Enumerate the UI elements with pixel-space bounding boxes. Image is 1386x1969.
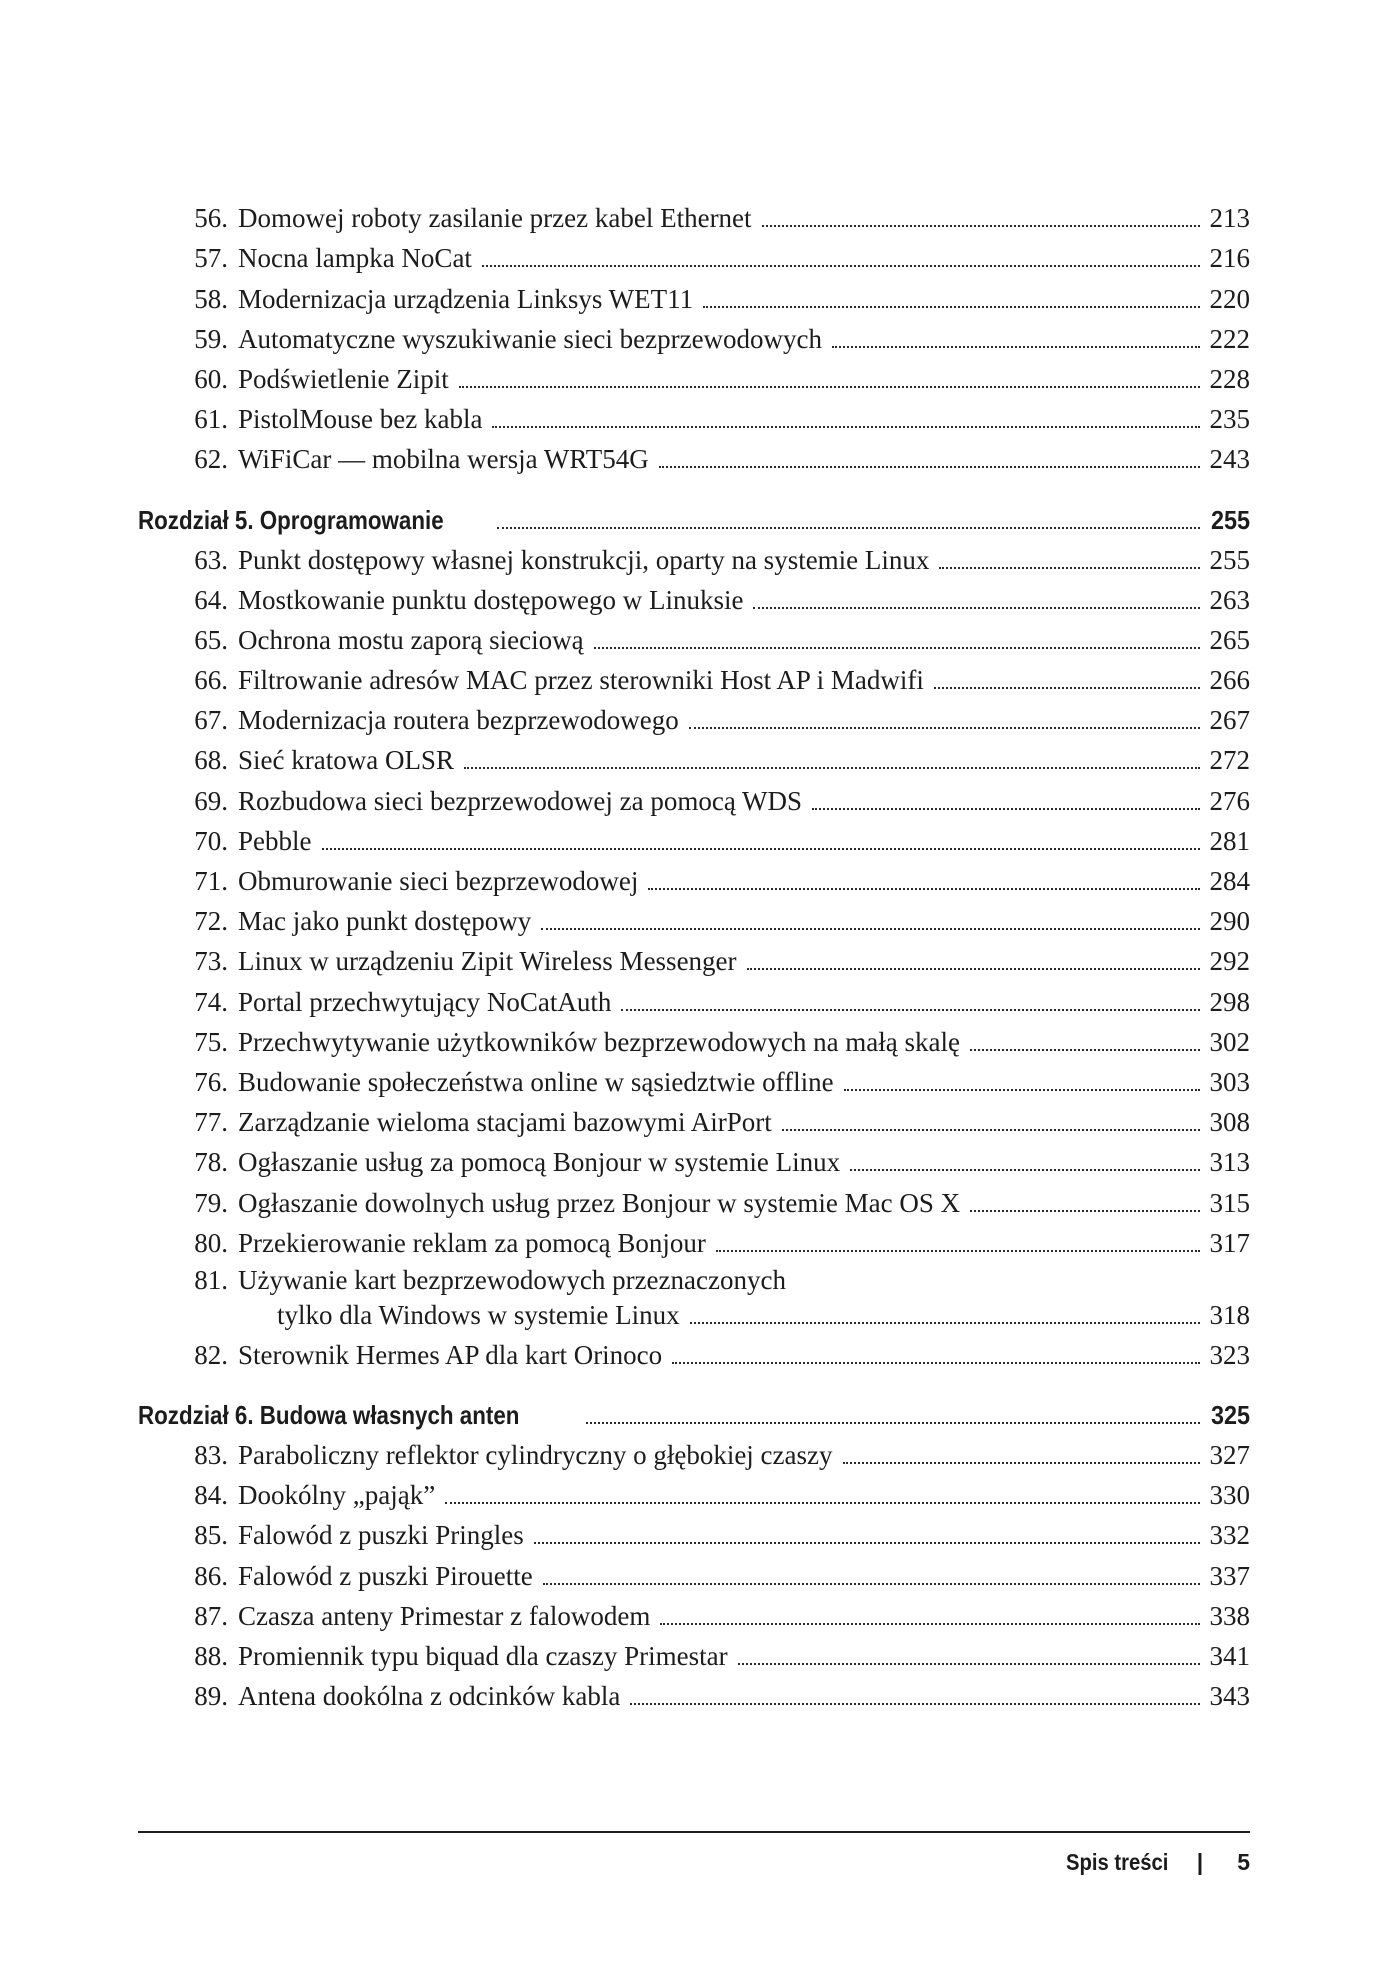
- entry-number: 70.: [194, 825, 228, 856]
- dot-leader: [659, 466, 1200, 468]
- entry-page-number: 315: [1209, 1187, 1250, 1218]
- chapter-page-number: 255: [1210, 504, 1250, 535]
- dot-leader: [672, 1362, 1200, 1364]
- dot-leader: [322, 848, 1201, 850]
- entry-title-continued: tylko dla Windows w systemie Linux: [277, 1299, 680, 1330]
- entry-page-number: 263: [1209, 584, 1250, 615]
- entry-page-number: 292: [1209, 946, 1250, 977]
- dot-leader: [738, 1663, 1200, 1665]
- dot-leader: [762, 225, 1200, 227]
- dot-leader: [939, 567, 1200, 569]
- entry-number: 65.: [194, 624, 228, 655]
- entry-page-number: 284: [1209, 866, 1250, 896]
- toc-entry-row[interactable]: [138, 1432, 1250, 1472]
- entry-number: 66.: [194, 665, 228, 696]
- entry-page-number: 327: [1209, 1440, 1250, 1471]
- entry-page-number: 216: [1209, 243, 1250, 274]
- entry-title: Domowej roboty zasilanie przez kabel Ethernet: [238, 203, 752, 234]
- entry-title: Ogłaszanie dowolnych usług przez Bonjour w systemie Mac OS X: [238, 1187, 961, 1218]
- chapter-page-number: 325: [1210, 1400, 1250, 1431]
- toc-entry-row[interactable]: [138, 356, 1250, 396]
- entry-page-number: 308: [1209, 1107, 1250, 1138]
- entry-title: Pebble: [238, 825, 312, 856]
- dot-leader: [703, 306, 1200, 308]
- toc-chapter-row[interactable]: [138, 1392, 1250, 1432]
- entry-title: Mostkowanie punktu dostępowego w Linuksie: [238, 584, 744, 615]
- entry-title: Filtrowanie adresów MAC przez sterowniki Host AP i Madwifi: [238, 665, 924, 696]
- entry-title: Sterownik Hermes AP dla kart Orinoco: [238, 1339, 663, 1370]
- entry-page-number: 255: [1209, 544, 1250, 575]
- toc-entry-row[interactable]: [138, 1472, 1250, 1512]
- entry-title: Modernizacja urządzenia Linksys WET11: [238, 283, 694, 314]
- entry-number: 76.: [194, 1066, 228, 1097]
- entry-title: Rozbudowa sieci bezprzewodowej za pomocą WDS: [238, 785, 803, 816]
- footer-page-number: 5: [1237, 1849, 1250, 1875]
- entry-title: Używanie kart bezprzewodowych przeznaczonych: [238, 1264, 786, 1295]
- dot-leader: [594, 647, 1200, 649]
- toc-entry-row[interactable]: [138, 1593, 1250, 1633]
- entry-title: Ogłaszanie usług za pomocą Bonjour w systemie Linux: [238, 1147, 841, 1178]
- toc-entry-row[interactable]: [138, 396, 1250, 436]
- footer-separator: |: [1196, 1849, 1204, 1875]
- entry-number: 71.: [194, 866, 228, 896]
- dot-leader: [753, 607, 1200, 609]
- toc-entry-row[interactable]: [138, 1220, 1250, 1260]
- entry-number: 75.: [194, 1026, 228, 1057]
- entry-title: PistolMouse bez kabla: [238, 404, 483, 435]
- dot-leader: [844, 1089, 1200, 1091]
- dot-leader: [970, 1049, 1200, 1051]
- dot-leader: [689, 727, 1200, 729]
- entry-title: Przekierowanie reklam za pomocą Bonjour: [238, 1227, 706, 1258]
- toc-entry-row[interactable]: [138, 1179, 1250, 1219]
- entry-title: Punkt dostępowy własnej konstrukcji, oparty na systemie Linux: [238, 544, 930, 575]
- chapter-title: Rozdział 6. Budowa własnych anten: [138, 1400, 520, 1431]
- entry-number: 58.: [194, 283, 228, 314]
- toc-entry-row[interactable]: [138, 275, 1250, 315]
- entry-number: 78.: [194, 1147, 228, 1178]
- entry-page-number: 337: [1209, 1560, 1250, 1591]
- entry-number: 81.: [194, 1264, 228, 1295]
- dot-leader: [690, 1322, 1200, 1324]
- entry-page-number: 323: [1209, 1339, 1250, 1370]
- toc-entry-row[interactable]: [138, 1019, 1250, 1059]
- toc-entry-row[interactable]: [138, 818, 1250, 858]
- entry-number: 69.: [194, 785, 228, 816]
- entry-page-number: 243: [1209, 444, 1250, 475]
- entry-title: Podświetlenie Zipit: [238, 363, 449, 394]
- entry-page-number: 313: [1209, 1147, 1250, 1178]
- entry-number: 89.: [194, 1681, 228, 1712]
- entry-title: Mac jako punkt dostępowy: [238, 906, 532, 937]
- entry-title: WiFiCar — mobilna wersja WRT54G: [238, 444, 649, 475]
- toc-entry-row[interactable]: [138, 898, 1250, 938]
- toc-entry-row[interactable]: [138, 617, 1250, 657]
- toc-entry-row[interactable]: [138, 978, 1250, 1018]
- table-of-contents: [138, 195, 1250, 1713]
- dot-leader: [497, 527, 1200, 529]
- dot-leader: [660, 1623, 1200, 1625]
- entry-title: Portal przechwytujący NoCatAuth: [238, 986, 612, 1017]
- footer-section-title: Spis treści: [1066, 1849, 1169, 1875]
- entry-number: 60.: [194, 363, 228, 394]
- entry-number: 82.: [194, 1339, 228, 1370]
- toc-entry-row[interactable]: [138, 697, 1250, 737]
- entry-page-number: 267: [1209, 705, 1250, 736]
- dot-leader: [648, 888, 1200, 890]
- entry-number: 64.: [194, 584, 228, 615]
- toc-entry-row[interactable]: [138, 657, 1250, 697]
- entry-number: 80.: [194, 1227, 228, 1258]
- entry-number: 85.: [194, 1520, 228, 1551]
- dot-leader: [534, 1542, 1200, 1544]
- dot-leader: [492, 426, 1200, 428]
- entry-page-number: 317: [1209, 1227, 1250, 1258]
- dot-leader: [843, 1462, 1200, 1464]
- dot-leader: [832, 346, 1200, 348]
- entry-number: 88.: [194, 1641, 228, 1671]
- entry-number: 59.: [194, 323, 228, 354]
- dot-leader: [850, 1169, 1200, 1171]
- entry-page-number: 235: [1209, 404, 1250, 435]
- entry-page-number: 303: [1209, 1066, 1250, 1097]
- dot-leader: [482, 265, 1200, 267]
- entry-title: Falowód z puszki Pringles: [238, 1520, 524, 1551]
- entry-number: 73.: [194, 946, 228, 977]
- entry-title: Modernizacja routera bezprzewodowego: [238, 705, 679, 736]
- toc-entry-row[interactable]: [138, 737, 1250, 777]
- entry-page-number: 265: [1209, 624, 1250, 655]
- dot-leader: [812, 808, 1200, 810]
- entry-number: 68.: [194, 745, 228, 776]
- toc-entry-row[interactable]: [138, 316, 1250, 356]
- entry-title: Paraboliczny reflektor cylindryczny o głębokiej czaszy: [238, 1440, 833, 1471]
- toc-entry-row[interactable]: [138, 1512, 1250, 1552]
- entry-title: Obmurowanie sieci bezprzewodowej: [238, 866, 639, 896]
- dot-leader: [782, 1129, 1200, 1131]
- entry-title: Przechwytywanie użytkowników bezprzewodowych na małą skalę: [238, 1026, 960, 1057]
- chapter-title: Rozdział 5. Oprogramowanie: [138, 504, 444, 535]
- entry-number: 86.: [194, 1560, 228, 1591]
- entry-number: 84.: [194, 1480, 228, 1511]
- entry-title: Promiennik typu biquad dla czaszy Primestar: [238, 1641, 728, 1671]
- entry-page-number: 338: [1209, 1600, 1250, 1631]
- toc-entry-row[interactable]: [138, 1633, 1250, 1673]
- dot-leader: [747, 968, 1200, 970]
- dot-leader: [541, 928, 1200, 930]
- entry-page-number: 281: [1209, 825, 1250, 856]
- toc-entry-row[interactable]: [138, 235, 1250, 275]
- toc-entry-row[interactable]: [138, 858, 1250, 898]
- entry-number: 83.: [194, 1440, 228, 1471]
- dot-leader: [543, 1583, 1200, 1585]
- dot-leader: [630, 1703, 1200, 1705]
- entry-page-number: 318: [1209, 1299, 1250, 1330]
- entry-page-number: 302: [1209, 1026, 1250, 1057]
- entry-number: 79.: [194, 1187, 228, 1218]
- toc-entry-row[interactable]: [138, 195, 1250, 235]
- toc-entry-row[interactable]: [138, 938, 1250, 978]
- dot-leader: [716, 1250, 1200, 1252]
- entry-title: Antena dookólna z odcinków kabla: [238, 1681, 621, 1712]
- entry-title: Dookólny „pająk”: [238, 1480, 436, 1511]
- toc-entry-row[interactable]: [138, 777, 1250, 817]
- toc-chapter-row[interactable]: [138, 496, 1250, 536]
- entry-page-number: 330: [1209, 1480, 1250, 1511]
- toc-entry-row[interactable]: [138, 1552, 1250, 1592]
- dot-leader: [621, 1009, 1200, 1011]
- entry-number: 61.: [194, 404, 228, 435]
- entry-number: 87.: [194, 1600, 228, 1631]
- entry-number: 63.: [194, 544, 228, 575]
- entry-title: Zarządzanie wieloma stacjami bazowymi AirPort: [238, 1107, 772, 1138]
- toc-entry-row[interactable]: [138, 536, 1250, 576]
- entry-page-number: 290: [1209, 906, 1250, 937]
- page-footer: [1052, 1849, 1250, 1876]
- toc-entry-row[interactable]: [138, 1059, 1250, 1099]
- entry-page-number: 213: [1209, 203, 1250, 234]
- entry-title: Automatyczne wyszukiwanie sieci bezprzewodowych: [238, 323, 823, 354]
- entry-title: Nocna lampka NoCat: [238, 243, 472, 274]
- dot-leader: [970, 1210, 1200, 1212]
- toc-entry-row[interactable]: [138, 1139, 1250, 1179]
- entry-title: Czasza anteny Primestar z falowodem: [238, 1600, 651, 1631]
- entry-page-number: 343: [1209, 1681, 1250, 1712]
- toc-entry-row[interactable]: [138, 1099, 1250, 1139]
- entry-title: Falowód z puszki Pirouette: [238, 1560, 533, 1591]
- entry-number: 56.: [194, 203, 228, 234]
- entry-title: Budowanie społeczeństwa online w sąsiedztwie offline: [238, 1066, 834, 1097]
- toc-entry-row[interactable]: [138, 436, 1250, 476]
- entry-title: Ochrona mostu zaporą sieciową: [238, 624, 584, 655]
- dot-leader: [934, 687, 1200, 689]
- entry-page-number: 276: [1209, 785, 1250, 816]
- toc-entry-row[interactable]: [138, 1332, 1250, 1372]
- entry-title: Linux w urządzeniu Zipit Wireless Messenger: [238, 946, 737, 977]
- dot-leader: [586, 1422, 1200, 1424]
- toc-entry-row[interactable]: [138, 1260, 1250, 1332]
- entry-title: Sieć kratowa OLSR: [238, 745, 454, 776]
- entry-page-number: 298: [1209, 986, 1250, 1017]
- entry-number: 74.: [194, 986, 228, 1017]
- entry-number: 72.: [194, 906, 228, 937]
- dot-leader: [464, 767, 1200, 769]
- entry-page-number: 332: [1209, 1520, 1250, 1551]
- dot-leader: [459, 386, 1200, 388]
- entry-page-number: 228: [1209, 363, 1250, 394]
- dot-leader: [445, 1502, 1200, 1504]
- toc-entry-row[interactable]: [138, 577, 1250, 617]
- entry-page-number: 266: [1209, 665, 1250, 696]
- entry-number: 67.: [194, 705, 228, 736]
- entry-number: 62.: [194, 444, 228, 475]
- entry-number: 57.: [194, 243, 228, 274]
- entry-page-number: 220: [1209, 283, 1250, 314]
- entry-page-number: 341: [1209, 1641, 1250, 1671]
- toc-entry-row[interactable]: [138, 1673, 1250, 1713]
- entry-page-number: 272: [1209, 745, 1250, 776]
- entry-number: 77.: [194, 1107, 228, 1138]
- footer-rule: [138, 1831, 1250, 1833]
- entry-page-number: 222: [1209, 323, 1250, 354]
